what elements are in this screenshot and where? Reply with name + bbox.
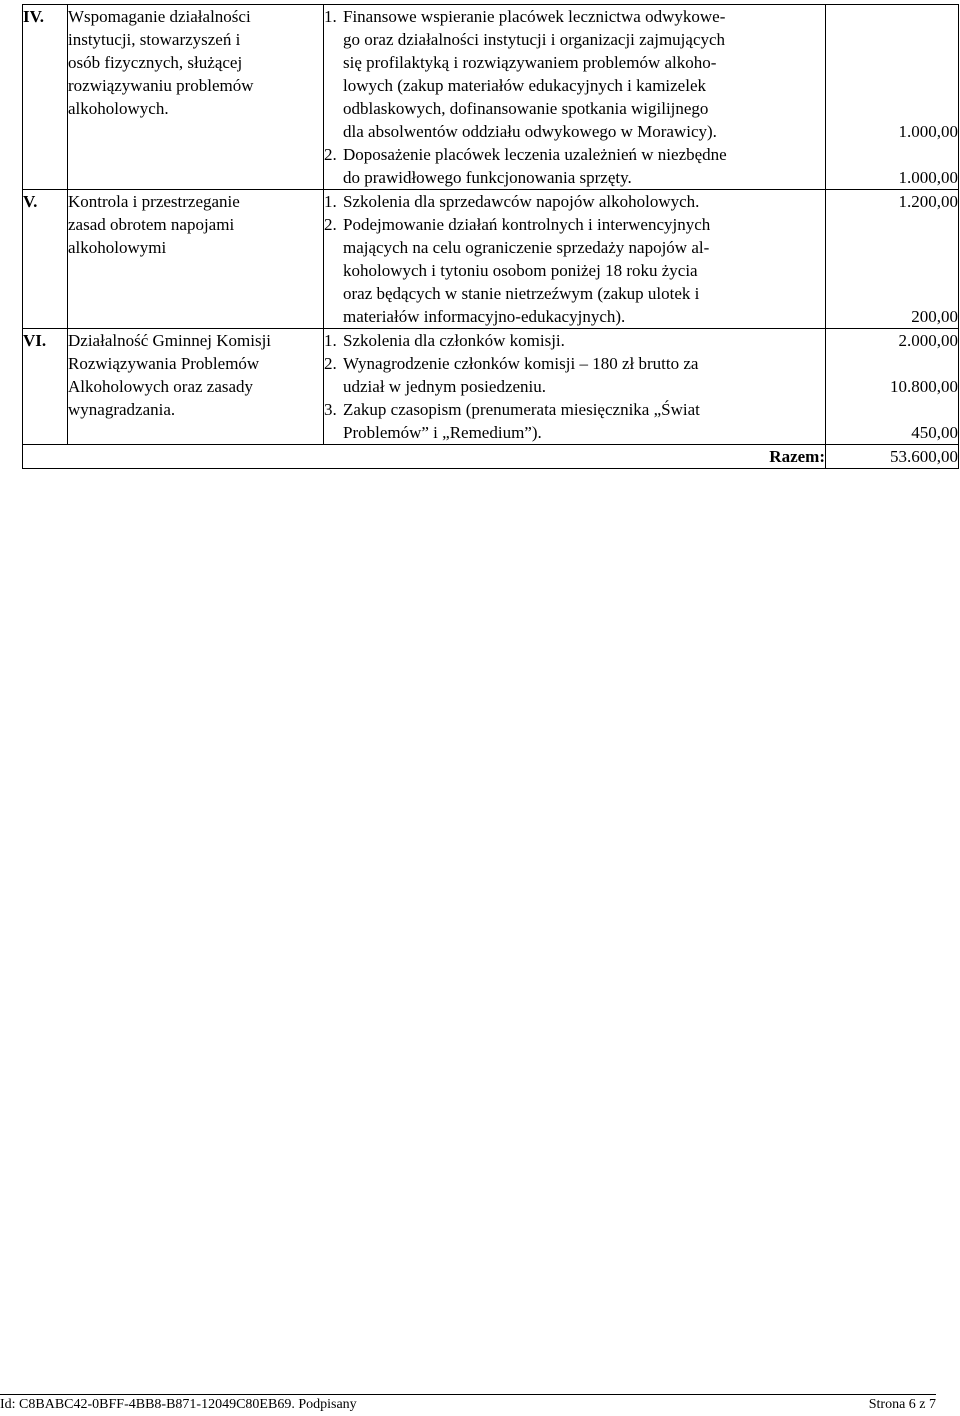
amount-spacer: [826, 259, 958, 282]
section-title-line: wynagradzania.: [68, 400, 176, 419]
section-number: V.: [23, 190, 68, 329]
task-item: [324, 213, 825, 328]
budget-table: [22, 4, 959, 469]
section-title-line: alkoholowych.: [68, 99, 169, 118]
amount-spacer: [826, 5, 958, 28]
page-number: Strona 6 z 7: [868, 1397, 936, 1412]
total-label: Razem:: [23, 445, 826, 469]
task-description-line: Szkolenia dla członków komisji.: [343, 331, 565, 350]
task-description: [343, 143, 825, 189]
amount-spacer: [826, 213, 958, 236]
budget-row: [23, 5, 959, 190]
section-title-line: Działalność Gminnej Komisji: [68, 331, 272, 350]
total-value: 53.600,00: [826, 445, 959, 469]
section-title: [68, 329, 324, 445]
section-tasks: [324, 190, 826, 329]
task-item: [324, 143, 825, 189]
budget-table-body: [23, 5, 959, 445]
section-title-line: Kontrola i przestrzeganie: [68, 192, 240, 211]
budget-row: [23, 329, 959, 445]
task-description-line: Wynagrodzenie członków komisji – 180 zł brutto za: [343, 354, 699, 373]
task-amount: 200,00: [911, 307, 958, 326]
task-description-line: odblaskowych, dofinansowanie spotkania wigilijnego: [343, 99, 709, 118]
total-row: [23, 445, 959, 469]
amount-spacer: [826, 143, 958, 166]
task-description-line: Szkolenia dla sprzedawców napojów alkoholowych.: [343, 192, 700, 211]
amount-spacer: [826, 51, 958, 74]
task-description-line: materiałów informacyjno-edukacyjnych).: [343, 307, 626, 326]
task-amount: 450,00: [911, 423, 958, 442]
task-description-line: Doposażenie placówek leczenia uzależnień w niezbędne: [343, 145, 727, 164]
task-amount: 1.200,00: [898, 192, 958, 211]
task-description: [343, 352, 825, 398]
task-description-line: koholowych i tytoniu osobom poniżej 18 roku życia: [343, 261, 698, 280]
section-title-line: osób fizycznych, służącej: [68, 53, 243, 72]
task-item: [324, 5, 825, 143]
task-number: 2.: [324, 145, 337, 164]
section-title-line: Rozwiązywania Problemów: [68, 354, 260, 373]
amount-spacer: [826, 282, 958, 305]
section-tasks: [324, 329, 826, 445]
budget-row: [23, 190, 959, 329]
task-description: [343, 213, 825, 328]
amount-spacer: [826, 97, 958, 120]
section-title-line: instytucji, stowarzyszeń i: [68, 30, 241, 49]
task-description-line: do prawidłowego funkcjonowania sprzęty.: [343, 168, 632, 187]
task-description: [343, 5, 825, 143]
task-amount: 10.800,00: [890, 377, 958, 396]
section-amounts: [826, 190, 959, 329]
task-number: 2.: [324, 215, 337, 234]
task-description-line: mających na celu ograniczenie sprzedaży napojów al-: [343, 238, 710, 257]
section-amounts: [826, 329, 959, 445]
section-tasks: [324, 5, 826, 190]
amount-spacer: [826, 236, 958, 259]
task-number: 2.: [324, 354, 337, 373]
section-title: [68, 5, 324, 190]
section-title-line: Wspomaganie działalności: [68, 7, 251, 26]
section-amounts: [826, 5, 959, 190]
task-item: [324, 352, 825, 398]
section-title-line: zasad obrotem napojami: [68, 215, 235, 234]
task-description-line: udział w jednym posiedzeniu.: [343, 377, 547, 396]
task-description-line: Podejmowanie działań kontrolnych i interwencyjnych: [343, 215, 711, 234]
task-description: [343, 190, 825, 213]
amount-spacer: [826, 74, 958, 97]
task-item: [324, 329, 825, 352]
task-item: [324, 190, 825, 213]
task-description-line: dla absolwentów oddziału odwykowego w Morawicy).: [343, 122, 717, 141]
document-id: Id: C8BABC42-0BFF-4BB8-B871-12049C80EB69. Podpisany: [0, 1397, 357, 1412]
task-description-line: lowych (zakup materiałów edukacyjnych i kamizelek: [343, 76, 706, 95]
amount-spacer: [826, 352, 958, 375]
task-number: 1.: [324, 7, 337, 26]
section-title-line: alkoholowymi: [68, 238, 167, 257]
amount-spacer: [826, 398, 958, 421]
task-description-line: Zakup czasopism (prenumerata miesięcznika „Świat: [343, 400, 700, 419]
section-title-line: rozwiązywaniu problemów: [68, 76, 254, 95]
task-amount: 1.000,00: [898, 168, 958, 187]
task-amount: 2.000,00: [898, 331, 958, 350]
amount-spacer: [826, 28, 958, 51]
task-description: [343, 329, 825, 352]
task-number: 1.: [324, 331, 337, 350]
task-description-line: Finansowe wspieranie placówek lecznictwa odwykowe-: [343, 7, 726, 26]
section-number: VI.: [23, 329, 68, 445]
task-item: [324, 398, 825, 444]
section-title: [68, 190, 324, 329]
section-title-line: Alkoholowych oraz zasady: [68, 377, 254, 396]
section-number: IV.: [23, 5, 68, 190]
footer-divider: [0, 1394, 936, 1395]
task-description: [343, 398, 825, 444]
task-description-line: Problemów” i „Remedium”).: [343, 423, 542, 442]
task-description-line: oraz będących w stanie nietrzeźwym (zakup ulotek i: [343, 284, 700, 303]
task-number: 1.: [324, 192, 337, 211]
task-amount: 1.000,00: [898, 122, 958, 141]
task-description-line: go oraz działalności instytucji i organizacji zajmujących: [343, 30, 726, 49]
task-number: 3.: [324, 400, 337, 419]
task-description-line: się profilaktyką i rozwiązywaniem problemów alkoho-: [343, 53, 717, 72]
